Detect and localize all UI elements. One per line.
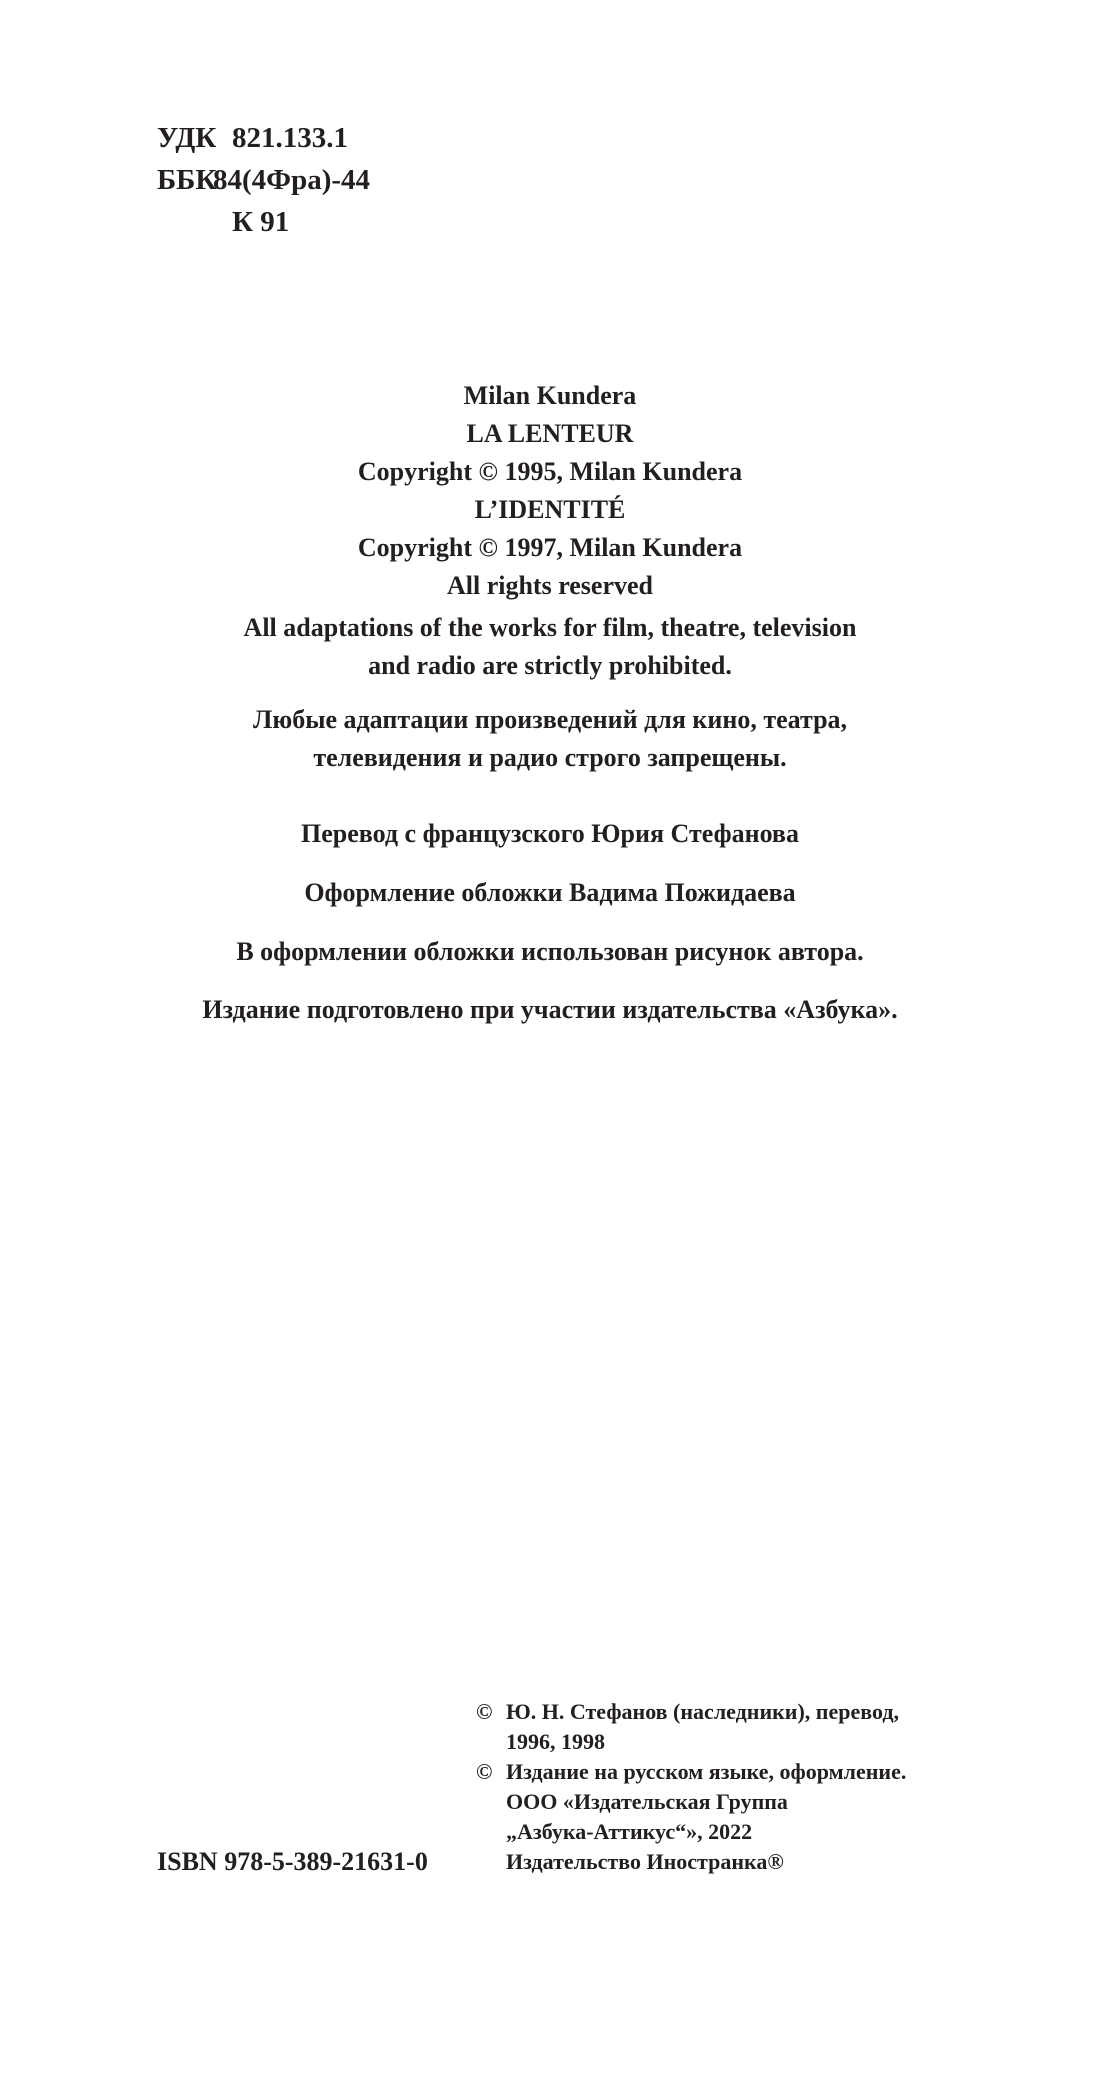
adaptation-notice-ru-line1: Любые адаптации произведений для кино, театра, <box>252 705 848 734</box>
bbk-row <box>157 159 370 201</box>
udk-value: 821.133.1 <box>232 122 348 154</box>
cover-design-credit: Оформление обложки Вадима Пожидаева <box>304 878 796 907</box>
copyright-item-edition <box>476 1757 906 1877</box>
classification-block <box>157 117 370 243</box>
copyright-item-edition-line3: „Азбука-Аттикус“», 2022 <box>506 1819 753 1844</box>
author-mark-row <box>157 201 370 243</box>
author-mark: К 91 <box>232 206 290 238</box>
adaptation-notice-en-line1: All adaptations of the works for film, theatre, television <box>243 613 857 642</box>
copyright-symbol: © <box>476 1759 493 1784</box>
cover-drawing-note: В оформлении обложки использован рисунок автора. <box>236 937 864 966</box>
copyright-credits <box>0 377 1100 605</box>
original-title-2: L’IDENTITÉ <box>474 495 626 524</box>
copyright-line-2: Copyright © 1997, Milan Kundera <box>357 533 743 562</box>
rights-reserved: All rights reserved <box>446 571 654 600</box>
copyright-item-translation <box>476 1697 906 1757</box>
udk-row <box>157 117 370 159</box>
adaptation-notice-en <box>0 609 1100 685</box>
copyright-symbol: © <box>476 1699 493 1724</box>
copyright-item-translation-line1: Ю. Н. Стефанов (наследники), перевод, <box>506 1699 899 1724</box>
copyright-item-edition-line4: Издательство Иностранка® <box>506 1849 784 1874</box>
adaptation-notice-en-line2: and radio are strictly prohibited. <box>368 651 732 680</box>
original-title-1: LA LENTEUR <box>466 419 634 448</box>
copyright-line-1: Copyright © 1995, Milan Kundera <box>357 457 743 486</box>
copyright-item-edition-line1: Издание на русском языке, оформление. <box>506 1759 907 1784</box>
bbk-value: 84(4Фра)-44 <box>213 164 371 196</box>
adaptation-notice-ru <box>0 701 1100 777</box>
copyright-list <box>476 1697 906 1877</box>
author-name: Milan Kundera <box>463 381 637 410</box>
isbn: ISBN 978-5-389-21631-0 <box>157 1847 428 1876</box>
bbk-label: ББК <box>157 164 217 196</box>
copyright-item-translation-line2: 1996, 1998 <box>506 1729 605 1754</box>
publisher-participation-note: Издание подготовлено при участии издательства «Азбука». <box>202 995 898 1024</box>
translation-credit: Перевод с французского Юрия Стефанова <box>301 819 799 848</box>
udk-label: УДК <box>157 122 217 154</box>
copyright-item-edition-line2: ООО «Издательская Группа <box>506 1789 788 1814</box>
adaptation-notice-ru-line2: телевидения и радио строго запрещены. <box>313 743 787 772</box>
